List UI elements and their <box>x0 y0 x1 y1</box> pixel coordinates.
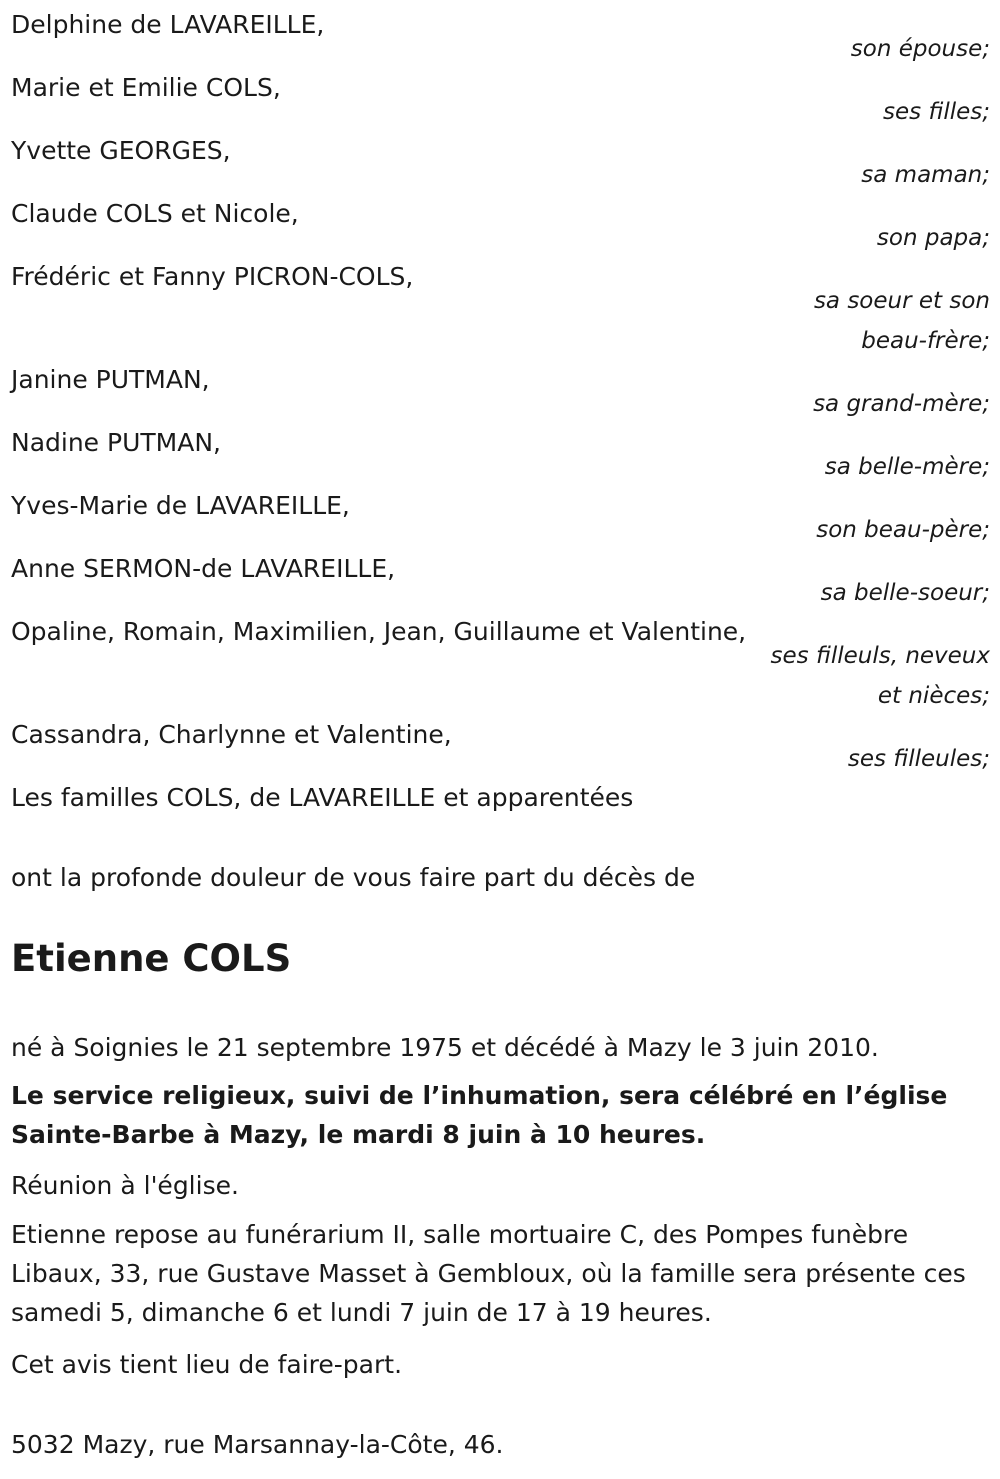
family-relation: sa grand-mère; <box>813 391 990 417</box>
family-name: Yvette GEORGES, <box>11 136 231 165</box>
notice-text: Cet avis tient lieu de faire-part. <box>11 1350 403 1379</box>
family-name: Cassandra, Charlynne et Valentine, <box>11 720 452 749</box>
family-relation: beau-frère; <box>861 328 990 354</box>
family-name: Frédéric et Fanny PICRON-COLS, <box>11 262 414 291</box>
family-relation: son épouse; <box>850 36 990 62</box>
reunion-text: Réunion à l'église. <box>11 1171 239 1200</box>
family-name: Claude COLS et Nicole, <box>11 199 299 228</box>
service-text: Le service religieux, suivi de l’inhumation, sera célébré en l’église Sainte-Barbe à Mazy, le mardi 8 juin à 10 heures. <box>11 1081 948 1149</box>
repose-text: Etienne repose au funérarium II, salle mortuaire C, des Pompes funèbre Libaux, 33, rue Gustave Masset à Gembloux, où la famille sera présente ces samedi 5, dimanche 6 et lundi 7 juin de 17 à 19 heures. <box>11 1220 966 1327</box>
family-relation: sa soeur et son <box>813 288 990 314</box>
family-name: Yves-Marie de LAVAREILLE, <box>11 491 350 520</box>
family-name: Anne SERMON-de LAVAREILLE, <box>11 554 396 583</box>
family-relation: sa belle-mère; <box>824 454 990 480</box>
family-name: Opaline, Romain, Maximilien, Jean, Guillaume et Valentine, <box>11 617 747 646</box>
family-name: Nadine PUTMAN, <box>11 428 221 457</box>
family-relation: son papa; <box>876 225 990 251</box>
family-relation: sa belle-soeur; <box>820 580 990 606</box>
families-line: Les familles COLS, de LAVAREILLE et apparentées <box>11 783 634 812</box>
birth-death-text: né à Soignies le 21 septembre 1975 et décédé à Mazy le 3 juin 2010. <box>11 1033 879 1062</box>
family-relation: sa maman; <box>861 162 990 188</box>
family-relation: et nièces; <box>877 683 990 709</box>
deceased-name: Etienne COLS <box>11 937 292 980</box>
family-name: Delphine de LAVAREILLE, <box>11 10 325 39</box>
family-relation: son beau-père; <box>816 517 990 543</box>
address-text: 5032 Mazy, rue Marsannay-la-Côte, 46. <box>11 1430 504 1459</box>
family-name: Marie et Emilie COLS, <box>11 73 281 102</box>
family-name: Janine PUTMAN, <box>11 365 210 394</box>
family-relation: ses filleuls, neveux <box>770 643 990 669</box>
family-relation: ses filleules; <box>847 746 990 772</box>
family-relation: ses filles; <box>883 99 990 125</box>
announcement-text: ont la profonde douleur de vous faire part du décès de <box>11 863 696 892</box>
